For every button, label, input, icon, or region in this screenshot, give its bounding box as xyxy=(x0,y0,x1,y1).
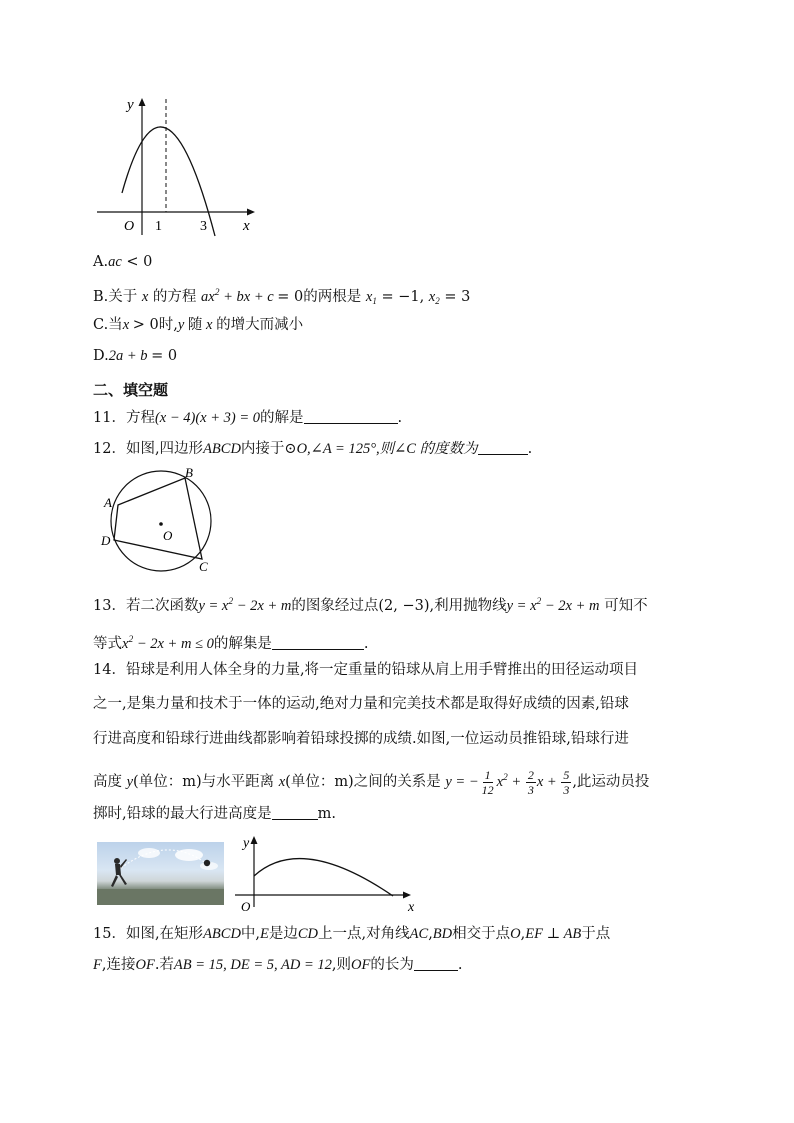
question-14-line-4: 高度 y(单位：m)与水平距离 x(单位：m)之间的关系是 y = − $\frac{1}{12}$ $x^2$ + $\frac{2}{3}$ x + $\frac{5}{3}$ ,此运动员投 xyxy=(93,768,650,798)
center-point xyxy=(159,522,163,526)
option-a-expr: ac xyxy=(108,254,122,270)
question-15-line-2: F,连接OF.若AB = 15, DE = 5, AD = 12,则OF的长为 . xyxy=(93,957,463,973)
x-axis-arrow xyxy=(247,209,255,216)
quadrilateral-abcd xyxy=(114,478,202,559)
question-14-line-5: 掷时,铅球的最大行进高度是 m. xyxy=(93,806,336,822)
answer-blank-11[interactable] xyxy=(304,409,398,424)
traj-x-axis-arrow xyxy=(403,892,411,899)
vertex-d-label: D xyxy=(101,533,111,548)
circle-o xyxy=(111,471,211,571)
answer-blank-13[interactable] xyxy=(272,635,364,650)
option-d: D.2a + b = 0 xyxy=(93,348,178,364)
parabola-figure xyxy=(93,95,263,240)
tick-label-3: 3 xyxy=(200,219,207,234)
center-label: O xyxy=(163,528,173,543)
answer-blank-12[interactable] xyxy=(478,440,528,455)
question-11: 11．方程(x − 4)(x + 3) = 0的解是 . xyxy=(93,410,403,426)
y-axis-arrow xyxy=(139,98,146,106)
question-13: 13．若二次函数$y = x^2 - 2x + m$的图象经过点(2, −3),利用抛物线$y = x^2 - 2x + m$ 可知不 xyxy=(93,597,648,614)
origin-label: O xyxy=(124,219,135,234)
traj-y-label: y xyxy=(243,836,250,851)
traj-y-axis-arrow xyxy=(251,836,258,844)
question-13-line-2: 等式$x^2 - 2x + m \le 0$的解集是 . xyxy=(93,635,369,652)
question-15-line-1: 15．如图,在矩形ABCD中,E是边CD上一点,对角线AC,BD相交于点O,EF ⊥ AB于点 xyxy=(93,926,611,942)
trajectory-figure xyxy=(233,833,418,915)
tick-label-1: 1 xyxy=(155,219,162,234)
circle-figure xyxy=(95,465,220,577)
vertex-b-label: B xyxy=(185,465,193,480)
athlete-figure xyxy=(111,858,127,887)
shot-put-scene xyxy=(97,842,224,905)
shot-ball xyxy=(204,860,210,866)
vertex-a-label: A xyxy=(104,495,112,510)
option-a: A.ac < 0 xyxy=(93,254,153,270)
option-c: C.当x > 0时,y 随 x 的增大而减小 xyxy=(93,317,304,333)
question-14-line-3: 行进高度和铅球行进曲线都影响着铅球投掷的成绩.如图,一位运动员推铅球,铅球行进 xyxy=(93,731,629,747)
question-14-line-2: 之一,是集力量和技术于一体的运动,绝对力量和完美技术都是取得好成绩的因素,铅球 xyxy=(93,696,629,712)
option-b-equation: $ax^2$ + bx + c xyxy=(201,288,278,305)
traj-x-label: x xyxy=(408,900,415,915)
trajectory-curve xyxy=(254,859,393,896)
shot-formula: y = − $\frac{1}{12}$ $x^2$ + $\frac{2}{3}$ x + $\frac{5}{3}$ xyxy=(445,768,570,798)
shot-put-photo xyxy=(97,842,224,905)
y-axis-label: y xyxy=(127,97,134,113)
x-axis-label: x xyxy=(243,218,250,234)
answer-blank-14[interactable] xyxy=(272,805,318,820)
answer-blank-15[interactable] xyxy=(414,956,458,971)
vertex-c-label: C xyxy=(199,559,208,574)
option-b: B.关于 x 的方程 $ax^2$ + bx + c = 0的两根是 $x_1 = -1$, $x_2 = 3$ xyxy=(93,288,471,306)
question-14-line-1: 14．铅球是利用人体全身的力量,将一定重量的铅球从肩上用手臂推出的田径运动项目 xyxy=(93,662,639,678)
section-title: 二、填空题 xyxy=(93,381,169,399)
question-12: 12．如图,四边形ABCD内接于⊙O,∠A = 125°,则∠C 的度数为 . xyxy=(93,441,533,457)
traj-origin-label: O xyxy=(241,899,251,914)
